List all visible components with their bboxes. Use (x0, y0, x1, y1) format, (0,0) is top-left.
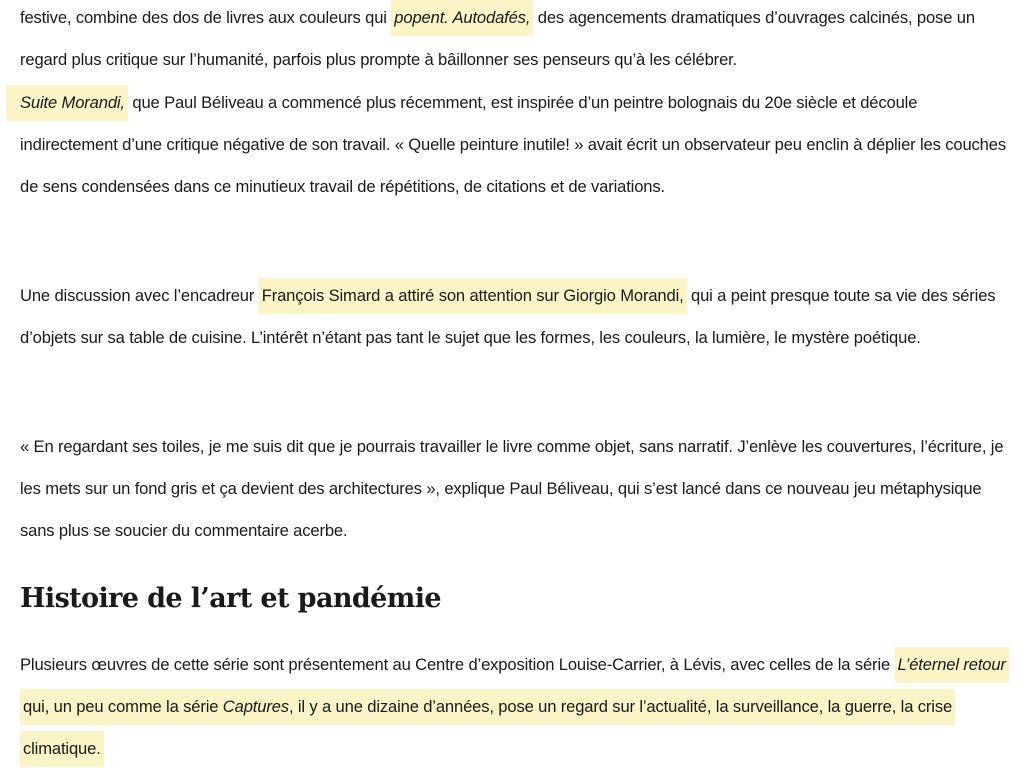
highlighted-text[interactable]: François Simard a attiré son attention sur Giorgio Morandi, (259, 278, 687, 314)
paragraph-text: festive, combine des dos de livres aux couleurs qui (20, 8, 392, 27)
paragraph-text: « En regardant ses toiles, je me suis dit que je pourrais travailler le livre comme objet, sans narratif. J’enlève les couvertures, l’écriture, je les mets sur un fond gris et ça devient des architectures », explique Paul Béliveau, qui s’est lancé dans ce nouveau jeu métaphysique sans plus se soucier du commentaire acerbe. (20, 437, 1004, 540)
paragraph-text: qui a peint presque toute sa vie des séries d’objets sur sa table de cuisine. L’intérêt n’étant pas tant le sujet que les formes, les couleurs, la lumière, le mystère poétique. (20, 286, 996, 347)
paragraph-autodafes (20, 0, 1010, 81)
paragraph-text: des agencements dramatiques d’ouvrages calcinés, pose un regard plus critique sur l’humanité, parfois plus prompte à bâillonner ses penseurs qu’à les célébrer. (20, 8, 975, 69)
paragraph-quote (20, 426, 1010, 551)
paragraph-text: Plusieurs œuvres de cette série sont présentement au Centre d’exposition Louise-Carrier, à Lévis, avec celles de la série (20, 655, 895, 674)
highlight-text: qui, un peu comme la série (23, 696, 223, 716)
highlighted-text[interactable] (6, 85, 128, 121)
highlight-italic: Suite Morandi, (20, 93, 125, 112)
paragraph-text: Une discussion avec l’encadreur (20, 286, 259, 305)
highlight-text: , il y a une dizaine d’années, pose un regard sur l’actualité, la surveillance, la guerre, la crise climatique. (23, 696, 953, 758)
paragraph-francois-simard (20, 275, 1010, 359)
paragraph-suite-morandi (20, 82, 1010, 207)
paragraph-exposition (20, 644, 1010, 769)
section-heading: Histoire de l’art et pandémie (20, 583, 441, 614)
highlight-italic: L’éternel retour (897, 655, 1006, 674)
highlighted-text[interactable] (391, 0, 533, 36)
paragraph-text: que Paul Béliveau a commencé plus récemment, est inspirée d’un peintre bolognais du 20e siècle et découle indirectement d’une critique négative de son travail. « Quelle peinture inutile! » avait écrit un observateur peu enclin à déplier les couches de sens condensées dans ce minutieux travail de répétitions, de citations et de variations. (20, 93, 1006, 196)
highlight-italic: Captures (222, 696, 289, 716)
highlight-italic: popent. Autodafés, (394, 8, 531, 27)
